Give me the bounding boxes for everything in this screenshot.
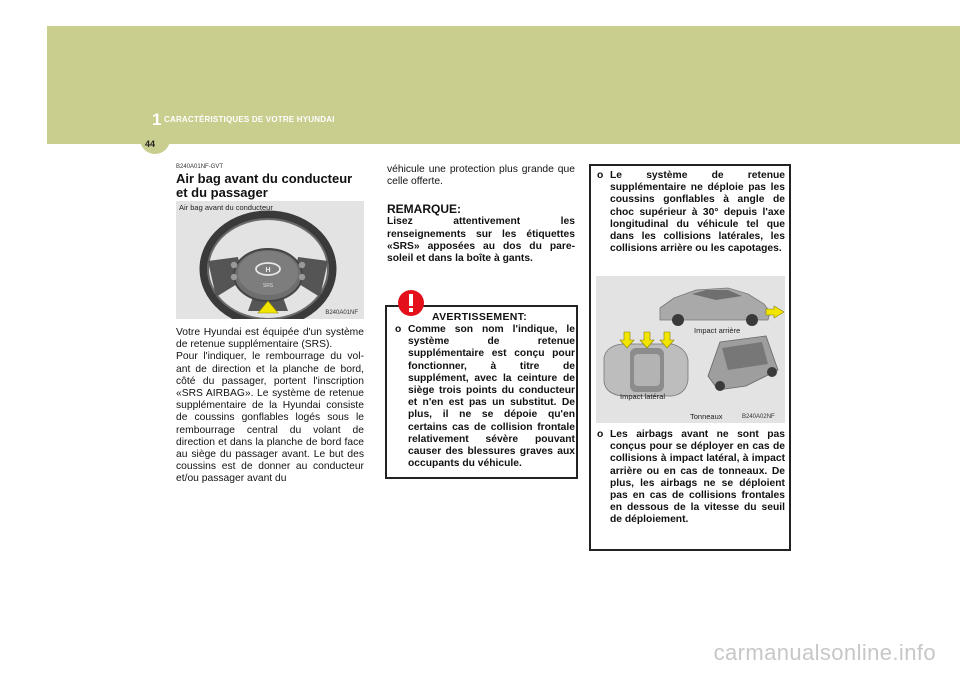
bullet-item-2 [597, 429, 785, 527]
column-1 [176, 164, 364, 486]
page-number: 44 [145, 139, 156, 149]
svg-text:H: H [265, 267, 271, 274]
column-2 [387, 164, 575, 265]
note-title: REMARQUE: [387, 202, 461, 217]
bullet-text: Le système de retenue supplémentaire ne déploie pas les coussins gonflables à angle de choc supérieur à 30° depuis l'axe longitudinal du véhicule tel que dans les collisions latérales, les collisions arrière ou les capotages. [610, 170, 785, 255]
impact-types-figure [596, 276, 785, 423]
section-title: Air bag avant du conducteur et du passager [176, 171, 353, 200]
bullet-item-1 [597, 170, 785, 255]
chapter-number: 1 [152, 110, 162, 129]
warning-text [395, 324, 575, 470]
warning-icon [394, 287, 428, 317]
body-paragraph: Votre Hyundai est équipée d'un système de retenue supplémentaire (SRS). Pour l'indiquer, le rembourrage du vol-ant de direction et la planche de bord, côté du passager, portent l'inscription «SRS AIRBAG». Le système de retenue supplémentaire de la Hyundai consiste de coussins gonflables logés sous le rembourrage central du volant de direction et dans la planche de bord face au siège du passager avant. Le but des coussins est de donner au conducteur et/ou passager avant du [176, 327, 364, 485]
label-rear-impact: Impact arrière [694, 326, 741, 335]
note-text: Lisez attentivement les renseignements sur les étiquettes «SRS» apposées au dos du pare-soleil et dans la boîte à gants. [387, 216, 575, 265]
steering-wheel-figure [176, 201, 364, 319]
watermark: carmanualsonline.info [713, 640, 936, 665]
figure-caption: Air bag avant du conducteur [179, 203, 273, 212]
bullet-text: Les airbags avant ne sont pas conçus pour se déployer en cas de collisions à impact latéral, à impact arrière ou en cas de tonneaux. De plus, les airbags ne se déploient pas en cas de collisions frontales en dessous de la vitesse du seuil de déploiement. [610, 429, 785, 526]
figure-code: B240A02NF [742, 414, 775, 420]
warning-title: AVERTISSEMENT: [432, 311, 528, 323]
figure-code: B240A01NF [325, 310, 358, 316]
continuation-text: véhicule une protection plus grande que celle offerte. [387, 164, 575, 188]
label-rollover: Tonneaux [690, 412, 723, 421]
srs-logo: SRS [262, 283, 274, 289]
label-side-impact: Impact latéral [620, 392, 666, 401]
warning-bullet: o [395, 324, 402, 335]
warning-body: Comme son nom l'indique, le système de retenue supplémentaire est conçu pour fonctionner, à titre de supplément, avec la ceinture de siège trois points du conducteur et n'en est pas un substitut. De plus, il ne se dépoie qu'en certains cas de collision frontale relativement sévère pouvant causer des blessures graves aux occupants du véhicule. [408, 324, 575, 470]
bullet-marker: o [597, 170, 604, 181]
header-band [47, 26, 960, 144]
chapter-title: CARACTÉRISTIQUES DE VOTRE HYUNDAI [164, 115, 335, 124]
section-code: B240A01NF-GVT [176, 164, 224, 170]
steering-wheel-illustration [176, 201, 364, 319]
bullet-marker: o [597, 429, 604, 440]
